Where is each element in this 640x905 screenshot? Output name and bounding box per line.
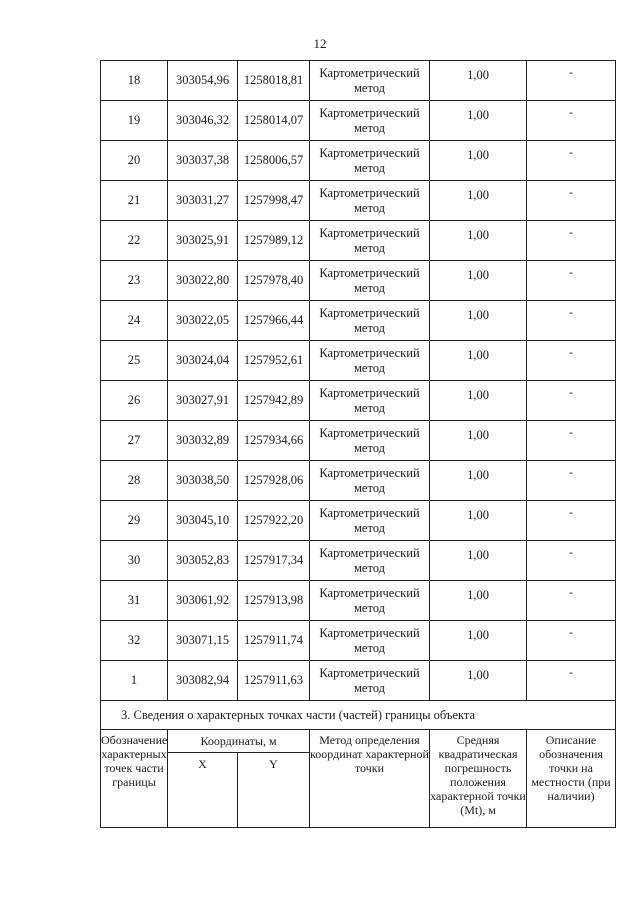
accuracy-cell: 1,00 — [430, 661, 527, 701]
table-row — [101, 261, 616, 301]
description-cell: - — [527, 381, 616, 421]
description-cell: - — [527, 541, 616, 581]
table-row — [101, 101, 616, 141]
y-coordinate-cell: 1257928,06 — [238, 461, 310, 501]
accuracy-cell: 1,00 — [430, 341, 527, 381]
point-number-cell: 27 — [101, 421, 168, 461]
accuracy-cell: 1,00 — [430, 461, 527, 501]
method-cell: Картометрический метод — [310, 581, 430, 621]
point-number-cell: 26 — [101, 381, 168, 421]
point-number-cell: 19 — [101, 101, 168, 141]
x-coordinate-cell: 303025,91 — [168, 221, 238, 261]
boundary-points-table — [100, 60, 616, 828]
method-cell: Картометрический метод — [310, 541, 430, 581]
page-number: 12 — [313, 36, 327, 51]
description-cell: - — [527, 621, 616, 661]
point-number-cell: 31 — [101, 581, 168, 621]
table-row — [101, 141, 616, 181]
method-cell: Картометрический метод — [310, 621, 430, 661]
method-cell: Картометрический метод — [310, 661, 430, 701]
header-description: Описание обозначения точки на местности (при наличии) — [527, 730, 616, 828]
accuracy-cell: 1,00 — [430, 261, 527, 301]
point-number-cell: 29 — [101, 501, 168, 541]
y-coordinate-cell: 1258018,81 — [238, 61, 310, 101]
method-cell: Картометрический метод — [310, 381, 430, 421]
x-coordinate-cell: 303024,04 — [168, 341, 238, 381]
x-coordinate-cell: 303054,96 — [168, 61, 238, 101]
x-coordinate-cell: 303052,83 — [168, 541, 238, 581]
accuracy-cell: 1,00 — [430, 141, 527, 181]
header-y: Y — [238, 753, 310, 828]
x-coordinate-cell: 303046,32 — [168, 101, 238, 141]
description-cell: - — [527, 421, 616, 461]
y-coordinate-cell: 1257911,74 — [238, 621, 310, 661]
y-coordinate-cell: 1257942,89 — [238, 381, 310, 421]
accuracy-cell: 1,00 — [430, 581, 527, 621]
table-row — [101, 421, 616, 461]
method-cell: Картометрический метод — [310, 221, 430, 261]
accuracy-cell: 1,00 — [430, 381, 527, 421]
x-coordinate-cell: 303022,80 — [168, 261, 238, 301]
description-cell: - — [527, 501, 616, 541]
header-x: X — [168, 753, 238, 828]
accuracy-cell: 1,00 — [430, 541, 527, 581]
method-cell: Картометрический метод — [310, 301, 430, 341]
x-coordinate-cell: 303037,38 — [168, 141, 238, 181]
point-number-cell: 24 — [101, 301, 168, 341]
y-coordinate-cell: 1257989,12 — [238, 221, 310, 261]
description-cell: - — [527, 261, 616, 301]
description-cell: - — [527, 221, 616, 261]
point-number-cell: 23 — [101, 261, 168, 301]
table-row — [101, 541, 616, 581]
accuracy-cell: 1,00 — [430, 621, 527, 661]
description-cell: - — [527, 581, 616, 621]
table-row — [101, 181, 616, 221]
point-number-cell: 20 — [101, 141, 168, 181]
table-row — [101, 661, 616, 701]
header-designation: Обозначение характерных точек части границы — [101, 730, 168, 828]
y-coordinate-cell: 1257998,47 — [238, 181, 310, 221]
method-cell: Картометрический метод — [310, 421, 430, 461]
table-row — [101, 61, 616, 101]
accuracy-cell: 1,00 — [430, 501, 527, 541]
y-coordinate-cell: 1257952,61 — [238, 341, 310, 381]
description-cell: - — [527, 461, 616, 501]
description-cell: - — [527, 101, 616, 141]
description-cell: - — [527, 341, 616, 381]
method-cell: Картометрический метод — [310, 101, 430, 141]
accuracy-cell: 1,00 — [430, 221, 527, 261]
y-coordinate-cell: 1257917,34 — [238, 541, 310, 581]
point-number-cell: 22 — [101, 221, 168, 261]
table-row — [101, 301, 616, 341]
header-row — [101, 730, 616, 753]
x-coordinate-cell: 303045,10 — [168, 501, 238, 541]
table-body — [101, 61, 616, 828]
table-row — [101, 341, 616, 381]
x-coordinate-cell: 303082,94 — [168, 661, 238, 701]
point-number-cell: 28 — [101, 461, 168, 501]
y-coordinate-cell: 1258006,57 — [238, 141, 310, 181]
section-3-title: 3. Сведения о характерных точках части (частей) границы объекта — [101, 701, 616, 730]
point-number-cell: 25 — [101, 341, 168, 381]
method-cell: Картометрический метод — [310, 141, 430, 181]
method-cell: Картометрический метод — [310, 341, 430, 381]
x-coordinate-cell: 303032,89 — [168, 421, 238, 461]
y-coordinate-cell: 1257966,44 — [238, 301, 310, 341]
table-row — [101, 581, 616, 621]
method-cell: Картометрический метод — [310, 181, 430, 221]
header-method: Метод определения координат характерной точки — [310, 730, 430, 828]
point-number-cell: 30 — [101, 541, 168, 581]
header-coordinates: Координаты, м — [168, 730, 310, 753]
description-cell: - — [527, 61, 616, 101]
section-3-title-row — [101, 701, 616, 730]
y-coordinate-cell: 1257911,63 — [238, 661, 310, 701]
point-number-cell: 32 — [101, 621, 168, 661]
x-coordinate-cell: 303061,92 — [168, 581, 238, 621]
y-coordinate-cell: 1257978,40 — [238, 261, 310, 301]
x-coordinate-cell: 303038,50 — [168, 461, 238, 501]
y-coordinate-cell: 1258014,07 — [238, 101, 310, 141]
table-row — [101, 381, 616, 421]
header-accuracy: Средняя квадратическая погрешность положения характерной точки (Mt), м — [430, 730, 527, 828]
table-row — [101, 501, 616, 541]
table-row — [101, 221, 616, 261]
table-row — [101, 621, 616, 661]
point-number-cell: 1 — [101, 661, 168, 701]
description-cell: - — [527, 661, 616, 701]
method-cell: Картометрический метод — [310, 261, 430, 301]
x-coordinate-cell: 303027,91 — [168, 381, 238, 421]
method-cell: Картометрический метод — [310, 61, 430, 101]
y-coordinate-cell: 1257913,98 — [238, 581, 310, 621]
description-cell: - — [527, 181, 616, 221]
accuracy-cell: 1,00 — [430, 181, 527, 221]
x-coordinate-cell: 303022,05 — [168, 301, 238, 341]
accuracy-cell: 1,00 — [430, 61, 527, 101]
table-row — [101, 461, 616, 501]
method-cell: Картометрический метод — [310, 461, 430, 501]
description-cell: - — [527, 141, 616, 181]
y-coordinate-cell: 1257922,20 — [238, 501, 310, 541]
y-coordinate-cell: 1257934,66 — [238, 421, 310, 461]
x-coordinate-cell: 303031,27 — [168, 181, 238, 221]
x-coordinate-cell: 303071,15 — [168, 621, 238, 661]
description-cell: - — [527, 301, 616, 341]
accuracy-cell: 1,00 — [430, 301, 527, 341]
point-number-cell: 18 — [101, 61, 168, 101]
accuracy-cell: 1,00 — [430, 421, 527, 461]
point-number-cell: 21 — [101, 181, 168, 221]
accuracy-cell: 1,00 — [430, 101, 527, 141]
method-cell: Картометрический метод — [310, 501, 430, 541]
